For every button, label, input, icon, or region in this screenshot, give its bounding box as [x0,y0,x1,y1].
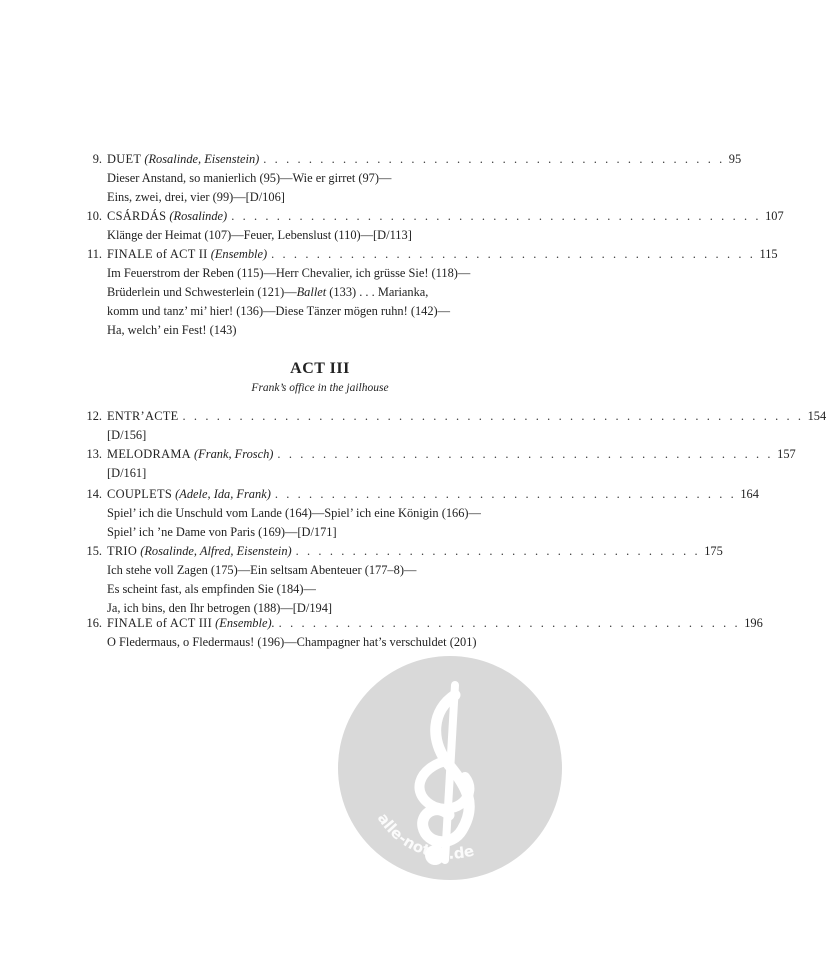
entry-title: FINALE of ACT III (Ensemble). [107,616,275,630]
entry-line: [D/156] [107,428,147,442]
entry-number: 9. [92,152,102,166]
entry-heading [78,407,826,426]
entry-page-number: 164 [740,487,759,501]
entry-heading [78,445,796,464]
entry-line: O Fledermaus, o Fledermaus! (196)—Champagner hat’s verschuldet (201) [107,635,477,649]
entry-line: [D/161] [107,466,147,480]
entry-voices: (Ensemble). [215,616,275,630]
entry-voices: (Adele, Ida, Frank) [175,487,271,501]
entry-heading [78,485,759,504]
entry-number: 13. [86,447,102,461]
entry-title: CSÁRDÁS (Rosalinde) [107,209,228,223]
toc-entry-14 [78,485,759,542]
entry-line: Es scheint fast, als empfinden Sie (184)— [107,582,316,596]
entry-line: Eins, zwei, drei, vier (99)—[D/106] [107,190,285,204]
entry-voices: (Rosalinde, Alfred, Eisenstein) [140,544,292,558]
leader-dots: . . . . . . . . . . . . . . . . . . . . . . . . . . . . . . . . . . . . . . . . . . . . . . . [231,209,762,223]
entry-page-number: 175 [704,544,723,558]
entry-heading [78,542,723,561]
entry-number: 11. [86,247,102,261]
toc-entry-11 [78,245,778,340]
entry-heading [78,614,763,633]
ballet-label: Ballet [296,285,327,299]
toc-entry-9 [78,150,742,207]
entry-number: 16. [86,616,102,630]
entry-page-number: 196 [744,616,763,630]
leader-dots: . . . . . . . . . . . . . . . . . . . . . . . . . . . . . . . . . . . . [295,544,701,558]
entry-page-number: 115 [759,247,778,261]
entry-line: Dieser Anstand, so manierlich (95)—Wie er girret (97)— [107,171,392,185]
entry-title: MELODRAMA (Frank, Frosch) [107,447,274,461]
leader-dots: . . . . . . . . . . . . . . . . . . . . . . . . . . . . . . . . . . . . . . . . . [278,616,741,630]
entry-heading [78,150,742,169]
leader-dots: . . . . . . . . . . . . . . . . . . . . . . . . . . . . . . . . . . . . . . . . . . . [271,247,756,261]
entry-line: Klänge der Heimat (107)—Feuer, Lebenslust (110)—[D/113] [107,228,412,242]
entry-number: 10. [86,209,102,223]
entry-line: Ja, ich bins, den Ihr betrogen (188)—[D/194] [107,601,333,615]
entry-page-number: 154 [807,409,826,423]
toc-entry-13 [78,445,796,483]
entry-number: 15. [86,544,102,558]
entry-voices: (Rosalinde, Eisenstein) [144,152,260,166]
watermark-text: alle-noten.de [373,809,476,863]
entry-voices: (Ensemble) [210,247,268,261]
leader-dots: . . . . . . . . . . . . . . . . . . . . . . . . . . . . . . . . . . . . . . . . . . . . [277,447,774,461]
entry-title: DUET (Rosalinde, Eisenstein) [107,152,260,166]
entry-number: 12. [86,409,102,423]
entry-voices: (Frank, Frosch) [194,447,274,461]
entry-line: Ich stehe voll Zagen (175)—Ein seltsam Abenteuer (177–8)— [107,563,417,577]
entry-line: Ha, welch’ ein Fest! (143) [107,323,237,337]
toc-entry-16 [78,614,763,652]
entry-line: Spiel’ ich ’ne Dame von Paris (169)—[D/171] [107,525,337,539]
entry-voices: (Rosalinde) [169,209,228,223]
entry-heading [78,207,784,226]
treble-clef-watermark-icon [337,655,563,881]
entry-line: Spiel’ ich die Unschuld vom Lande (164)—Spiel’ ich eine Königin (166)— [107,506,481,520]
act-title: ACT III [290,360,350,377]
toc-entry-15 [78,542,723,618]
act-subtitle: Frank’s office in the jailhouse [251,382,389,394]
toc-entry-12 [78,407,826,445]
entry-title: ENTR’ACTE [107,409,179,423]
entry-page-number: 107 [765,209,784,223]
leader-dots: . . . . . . . . . . . . . . . . . . . . . . . . . . . . . . . . . . . . . . . . . [274,487,737,501]
entry-page-number: 157 [777,447,796,461]
entry-line: komm und tanz’ mi’ hier! (136)—Diese Tänzer mögen ruhn! (142)— [107,304,451,318]
toc-entry-10 [78,207,784,245]
leader-dots: . . . . . . . . . . . . . . . . . . . . . . . . . . . . . . . . . . . . . . . . . . . . . . . . . . . . . . . [182,409,804,423]
entry-title: FINALE of ACT II (Ensemble) [107,247,268,261]
leader-dots: . . . . . . . . . . . . . . . . . . . . . . . . . . . . . . . . . . . . . . . . . [263,152,725,166]
entry-line: Im Feuerstrom der Reben (115)—Herr Chevalier, ich grüsse Sie! (118)— [107,266,471,280]
entry-title: COUPLETS (Adele, Ida, Frank) [107,487,271,501]
entry-page-number: 95 [728,152,742,166]
entry-line: Brüderlein und Schwesterlein (121)—Ballet (133) . . . Marianka, [107,285,429,299]
entry-number: 14. [86,487,102,501]
entry-heading [78,245,778,264]
entry-title: TRIO (Rosalinde, Alfred, Eisenstein) [107,544,292,558]
